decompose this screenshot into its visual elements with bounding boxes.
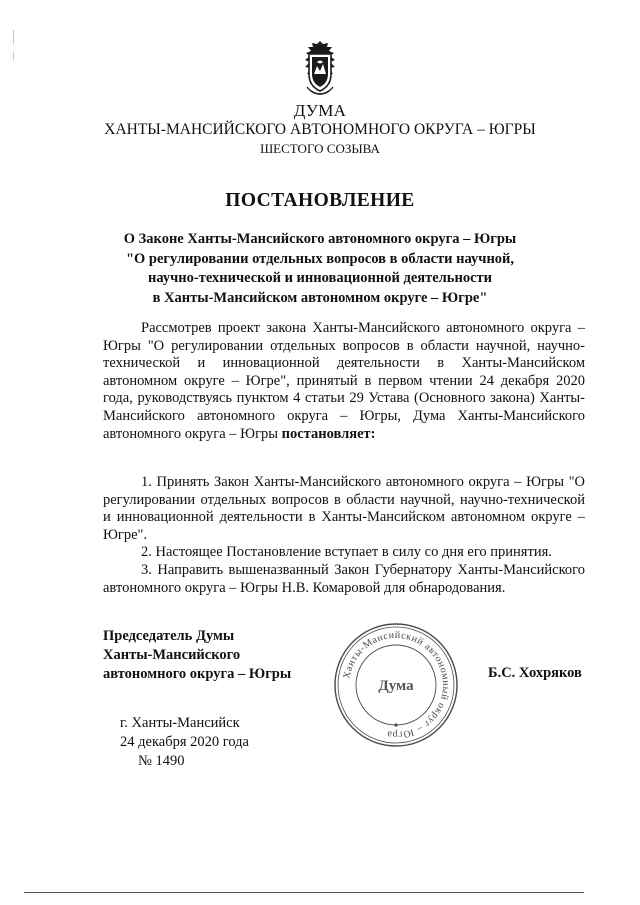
seal-center-text: Дума [378,678,414,694]
document-type-title: ПОСТАНОВЛЕНИЕ [225,190,415,211]
subject-line: "О регулировании отдельных вопросов в области научной, [125,250,515,267]
document-subject [0,230,640,308]
city: г. Ханты-Мансийск [120,715,240,731]
subject-line: О Законе Ханты-Мансийского автономного округа – Югры [123,231,517,247]
preamble [103,320,585,443]
seal-ring-text: Ханты-Мансийский автономный округ – Югра [341,629,452,741]
document-date: 24 декабря 2020 года [120,734,249,750]
resolution-item: 1. Принять Закон Ханты-Мансийского автономного округа – Югры "О регулировании отдельных вопросов в области научной, научно-технической и инновационной деятельности в Ханты-Мансийском автономном округе – Югре". [103,474,585,543]
scan-edge-mark [13,52,14,60]
subject-line: в Ханты-Мансийском автономном округе – Югре" [152,289,488,306]
org-name-line-1: ДУМА [293,101,347,120]
coat-of-arms-icon [299,40,341,98]
page-bottom-rule [24,892,584,893]
official-seal [331,620,461,750]
resolves-keyword: постановляет: [281,425,376,442]
preamble-text: Рассмотрев проект закона Ханты-Мансийского автономного округа – Югры "О регулировании отдельных вопросов в области научной, научно-технической и инновационной деятельности в Ханты-Мансийском автономном округе – Югре", принятый в первом чтении 24 декабря 2020 года, руководствуясь пунктом 4 статьи 29 Устава (Основного закона) Ханты-Мансийского автономного округа – Югры, Дума Ханты-Мансийского автономного округа – Югры [103,320,585,442]
signer-title-line: Председатель Думы [103,628,235,644]
signer-title-line: автономного округа – Югры [103,666,292,682]
subject-line: научно-технической и инновационной деятельности [148,270,492,286]
signer-name: Б.С. Хохряков [488,665,582,681]
scan-edge-mark [13,30,14,44]
preamble-paragraph [103,320,585,443]
resolution-items [103,474,585,597]
resolution-item: 2. Настоящее Постановление вступает в силу со дня его принятия. [141,544,552,561]
resolution-item: 3. Направить вышеназванный Закон Губернатору Ханты-Мансийского автономного округа – Югры Н.В. Комаровой для обнародования. [103,561,585,596]
org-name-line-2: ХАНТЫ-МАНСИЙСКОГО АВТОНОМНОГО ОКРУГА – ЮГРЫ [104,121,536,138]
place-date-block [120,714,249,771]
convocation-line: ШЕСТОГО СОЗЫВА [260,141,380,156]
signer-title [103,627,291,684]
signer-title-line: Ханты-Мансийского [103,647,241,663]
document-number: № 1490 [138,753,185,769]
